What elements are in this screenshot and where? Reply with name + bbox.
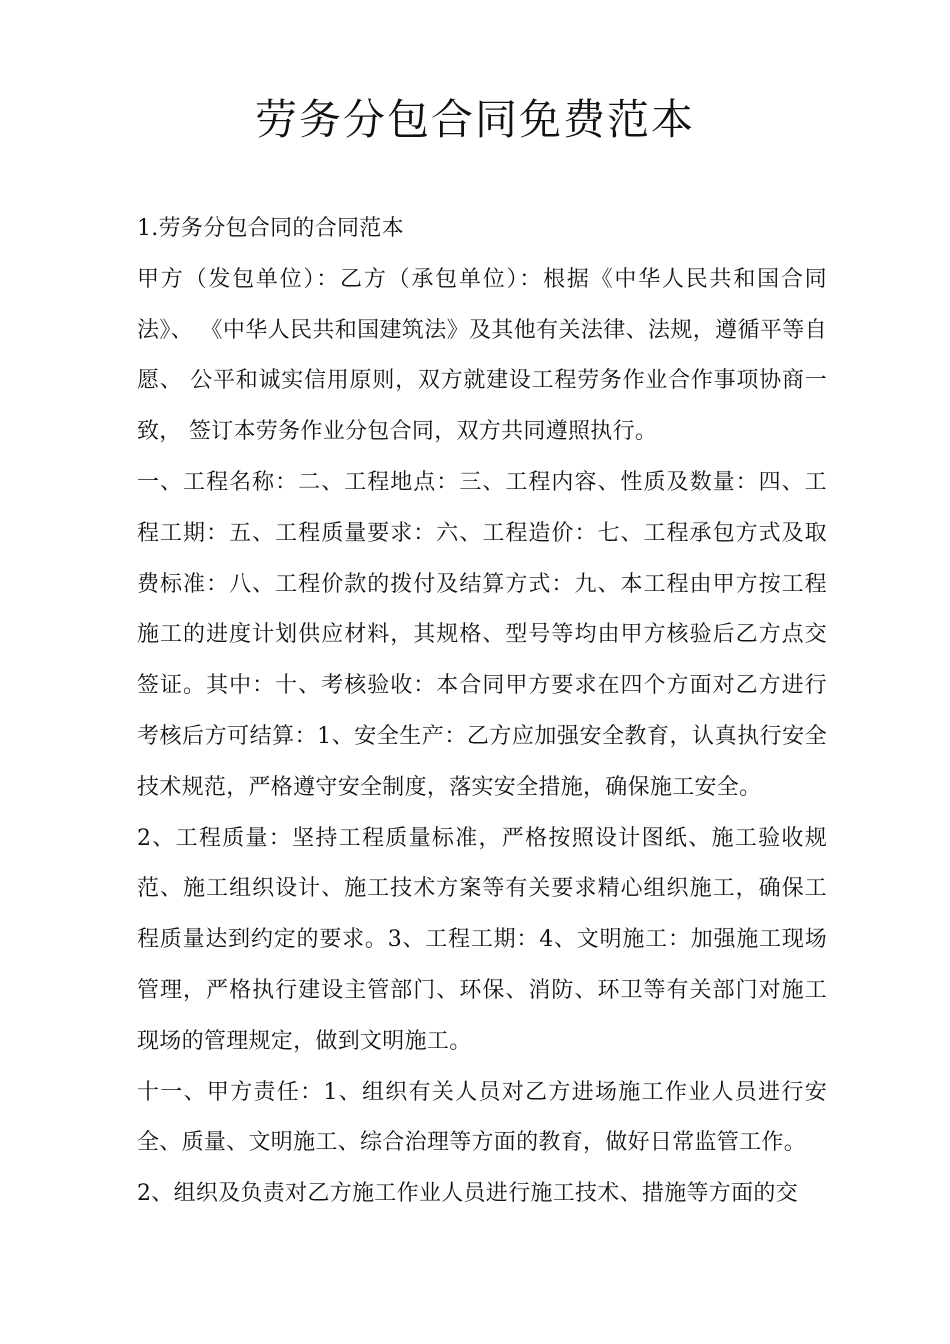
paragraph-section-heading: 1.劳务分包合同的合同范本 <box>137 216 404 241</box>
paragraph-party-a-duties-continued: 2、组织及负责对乙方施工作业人员进行施工技术、措施等方面的交 <box>137 1181 798 1207</box>
paragraph-project-clauses: 一、工程名称：二、工程地点：三、工程内容、性质及数量：四、工程工期：五、工程质量要求：六、工程造价：七、工程承包方式及取费标准：八、工程价款的拨付及结算方式：九、本工程由甲方按工程施工的进度计划供应材料，其规格、型号等均由甲方核验后乙方点交签证。其中：十、考核验收：本合同甲方要求在四个方面对乙方进行考核后方可结算：1、安全生产：乙方应加强安全教育，认真执行安全技术规范，严格遵守安全制度，落实安全措施，确保施工安全。 <box>137 469 827 800</box>
paragraph-party-a-duties: 十一、甲方责任：1、组织有关人员对乙方进场施工作业人员进行安全、质量、文明施工、综合治理等方面的教育，做好日常监管工作。 <box>137 1079 827 1156</box>
document-title: 劳务分包合同免费范本 <box>254 95 695 144</box>
paragraph-quality-clauses: 2、工程质量：坚持工程质量标准，严格按照设计图纸、施工验收规范、施工组织设计、施工技术方案等有关要求精心组织施工，确保工程质量达到约定的要求。3、工程工期：4、文明施工：加强施工现场管理，严格执行建设主管部门、环保、消防、环卫等有关部门对施工现场的管理规定，做到文明施工。 <box>137 825 827 1054</box>
paragraph-preamble: 甲方（发包单位）：乙方（承包单位）：根据《中华人民共和国合同法》、 《中华人民共和国建筑法》及其他有关法律、法规，遵循平等自愿、 公平和诚实信用原则，双方就建设工程劳务作业合作事项协商一致， 签订本劳务作业分包合同，双方共同遵照执行。 <box>137 266 827 445</box>
document-body <box>137 204 827 1220</box>
